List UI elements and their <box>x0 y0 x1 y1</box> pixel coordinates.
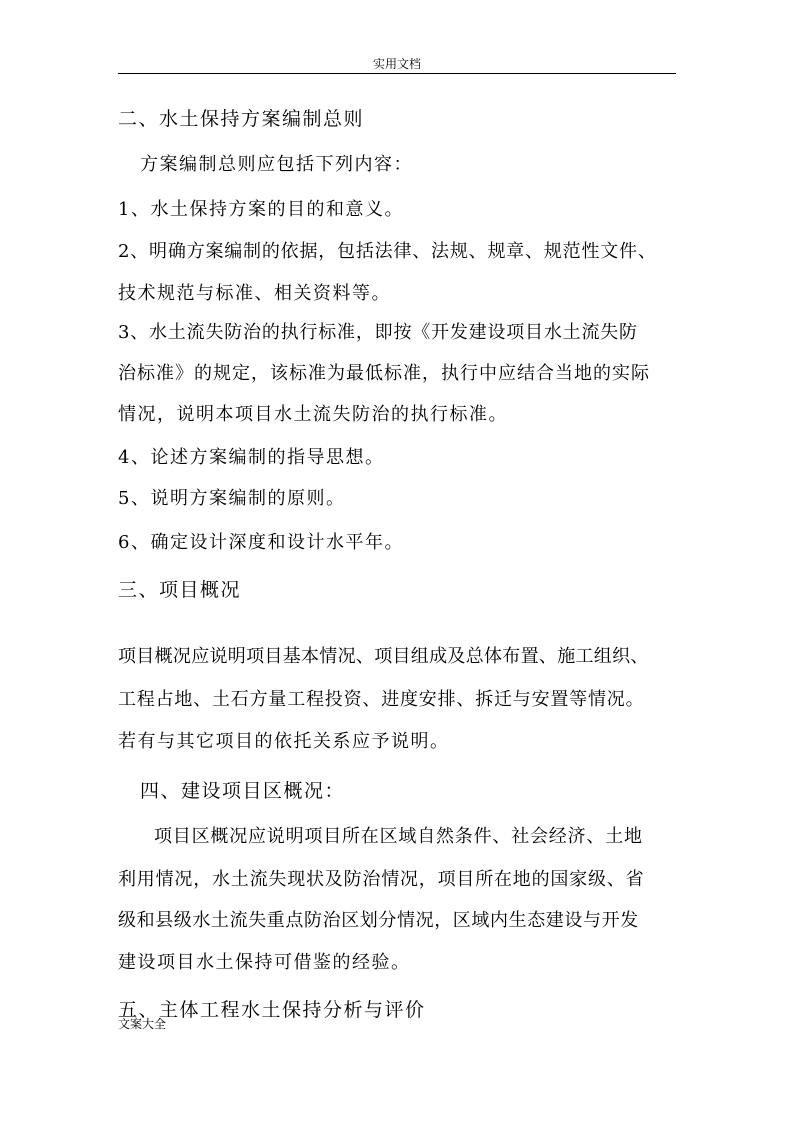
list-item-2-line-2: 技术规范与标准、相关资料等。 <box>118 283 391 304</box>
list-item-1: 1、水土保持方案的目的和意义。 <box>118 199 404 220</box>
area-overview-line-2: 利用情况，水土流失现状及防治情况，项目所在地的国家级、省 <box>118 869 645 890</box>
area-overview-line-4: 建设项目水土保持可借鉴的经验。 <box>118 952 411 973</box>
page-header: 实用文档 <box>372 57 421 71</box>
heading-section-5: 五、主体工程水土保持分析与评价 <box>118 999 426 1021</box>
list-item-2-line-1: 2、明确方案编制的依据，包括法律、法规、规章、规范性文件、 <box>118 241 657 262</box>
list-item-3-line-2: 治标准》的规定，该标准为最低标准，执行中应结合当地的实际 <box>118 363 650 384</box>
heading-section-4: 四、建设项目区概况： <box>140 780 346 802</box>
list-item-3-line-3: 情况，说明本项目水土流失防治的执行标准。 <box>118 404 508 425</box>
list-item-4: 4、论述方案编制的指导思想。 <box>118 447 385 468</box>
area-overview-line-3: 级和县级水土流失重点防治区划分情况，区域内生态建设与开发 <box>118 910 639 931</box>
paragraph-intro: 方案编制总则应包括下列内容： <box>140 154 413 175</box>
project-overview-line-2: 工程占地、土石方量工程投资、进度安排、拆迁与安置等情况。 <box>118 689 645 710</box>
list-item-5: 5、说明方案编制的原则。 <box>118 488 346 509</box>
page-footer: 文案大全 <box>118 1017 167 1031</box>
project-overview-line-1: 项目概况应说明项目基本情况、项目组成及总体布置、施工组织、 <box>118 646 649 667</box>
header-rule <box>118 73 676 74</box>
heading-section-3: 三、项目概况 <box>118 579 242 601</box>
list-item-3-line-1: 3、水土流失防治的执行标准，即按《开发建设项目水土流失防 <box>118 322 638 343</box>
heading-section-2: 二、水土保持方案编制总则 <box>118 108 365 130</box>
area-overview-line-1: 项目区概况应说明项目所在区域自然条件、社会经济、土地 <box>154 826 643 847</box>
project-overview-line-3: 若有与其它项目的依托关系应予说明。 <box>118 731 450 752</box>
list-item-6: 6、确定设计深度和设计水平年。 <box>118 532 404 553</box>
